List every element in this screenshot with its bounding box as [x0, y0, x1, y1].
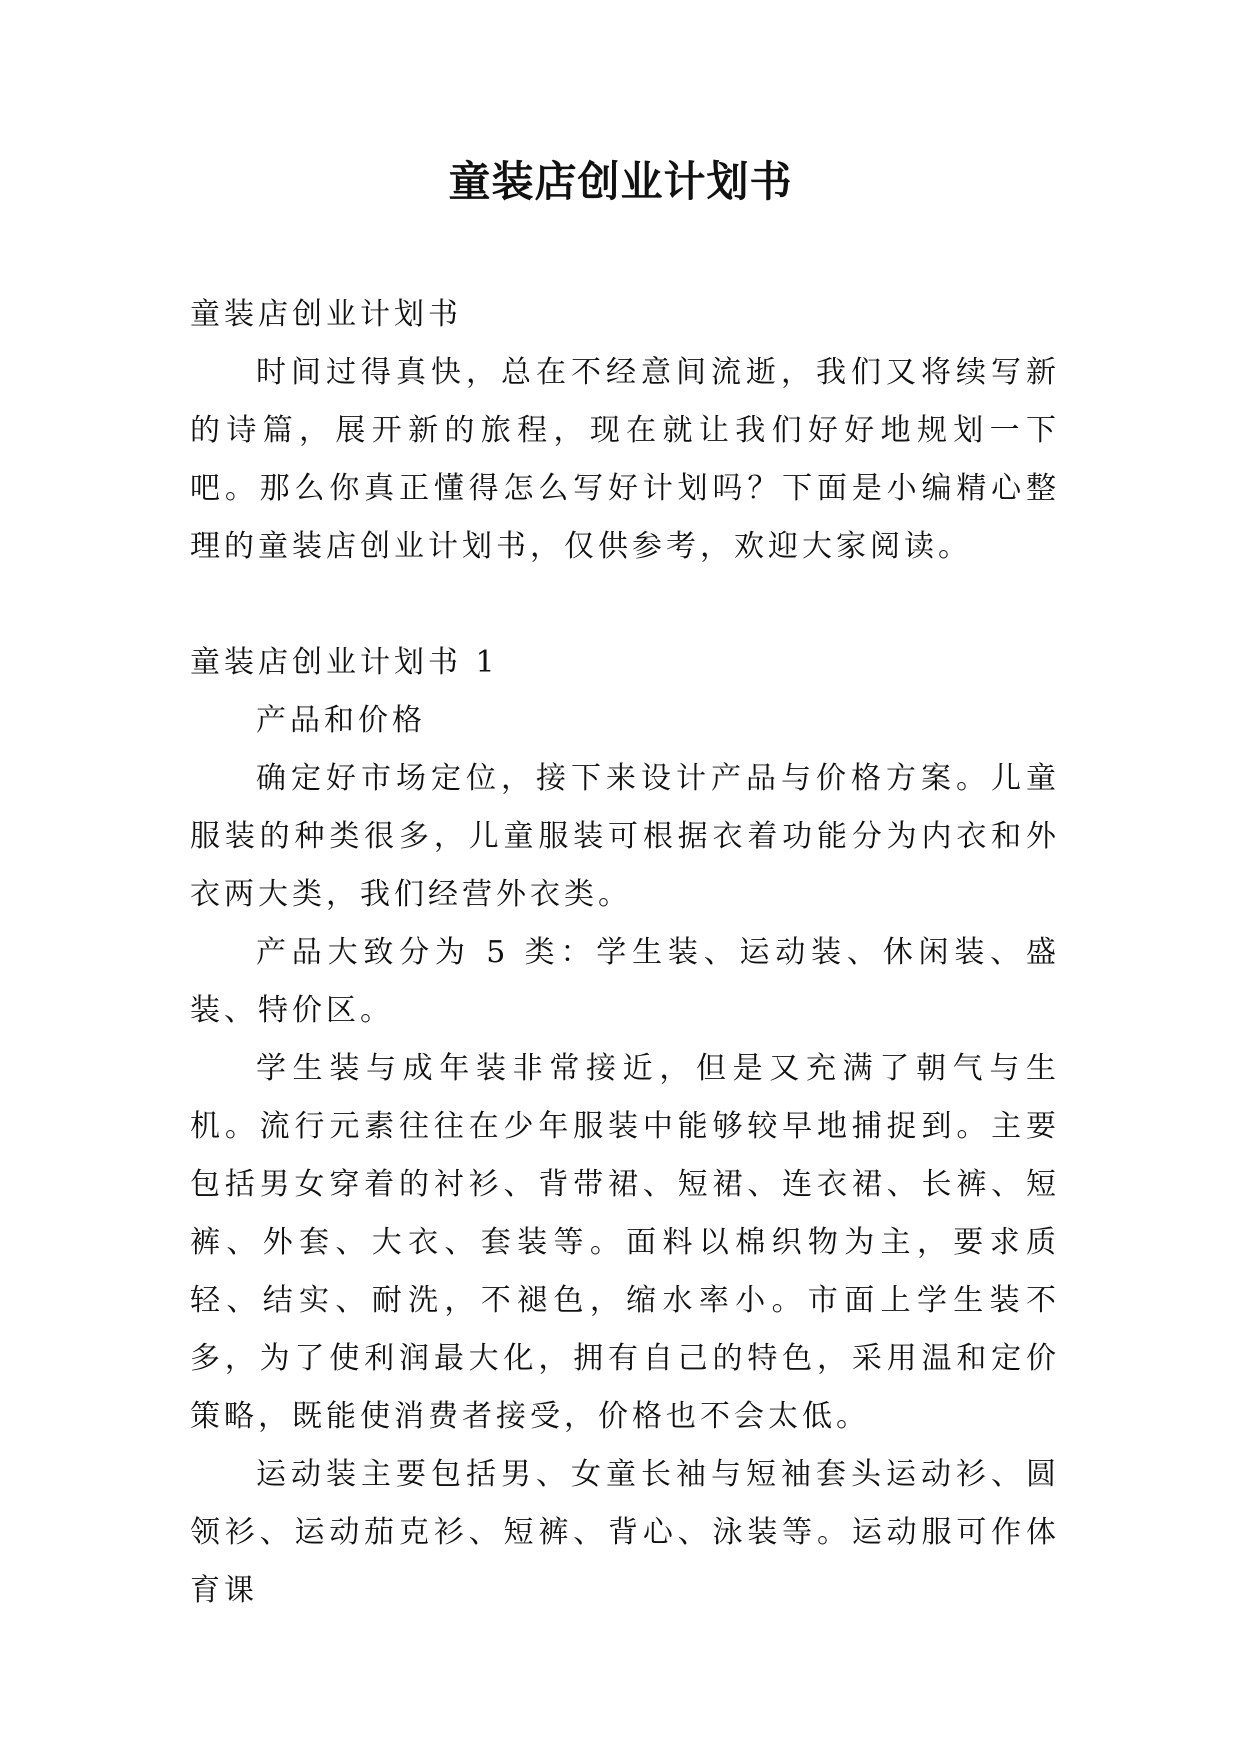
section-subheading: 产品和价格 — [256, 703, 426, 738]
section-gap — [190, 576, 1060, 634]
document-title: 童装店创业计划书 — [448, 157, 793, 206]
intro-heading: 童装店创业计划书 — [190, 297, 462, 332]
section-heading: 童装店创业计划书 1 — [190, 645, 499, 680]
document-body — [190, 286, 1060, 1620]
intro-paragraph: 时间过得真快，总在不经意间流逝，我们又将续写新的诗篇，展开新的旅程，现在就让我们好好地规划一下吧。那么你真正懂得怎么写好计划吗？下面是小编精心整理的童装店创业计划书，仅供参考，欢迎大家阅读。 — [190, 355, 1060, 564]
paragraph-product-categories: 产品大致分为 5 类：学生装、运动装、休闲装、盛装、特价区。 — [190, 935, 1060, 1028]
paragraph-market-positioning: 确定好市场定位，接下来设计产品与价格方案。儿童服装的种类很多，儿童服装可根据衣着功能分为内衣和外衣两大类，我们经营外衣类。 — [190, 761, 1060, 912]
paragraph-student-wear: 学生装与成年装非常接近，但是又充满了朝气与生机。流行元素往往在少年服装中能够较早地捕捉到。主要包括男女穿着的衬衫、背带裙、短裙、连衣裙、长裤、短裤、外套、大衣、套装等。面料以棉织物为主，要求质轻、结实、耐洗，不褪色，缩水率小。市面上学生装不多，为了使利润最大化，拥有自己的特色，采用温和定价策略，既能使消费者接受，价格也不会太低。 — [190, 1051, 1060, 1434]
paragraph-sportswear: 运动装主要包括男、女童长袖与短袖套头运动衫、圆领衫、运动茄克衫、短裤、背心、泳装等。运动服可作体育课 — [190, 1457, 1060, 1608]
